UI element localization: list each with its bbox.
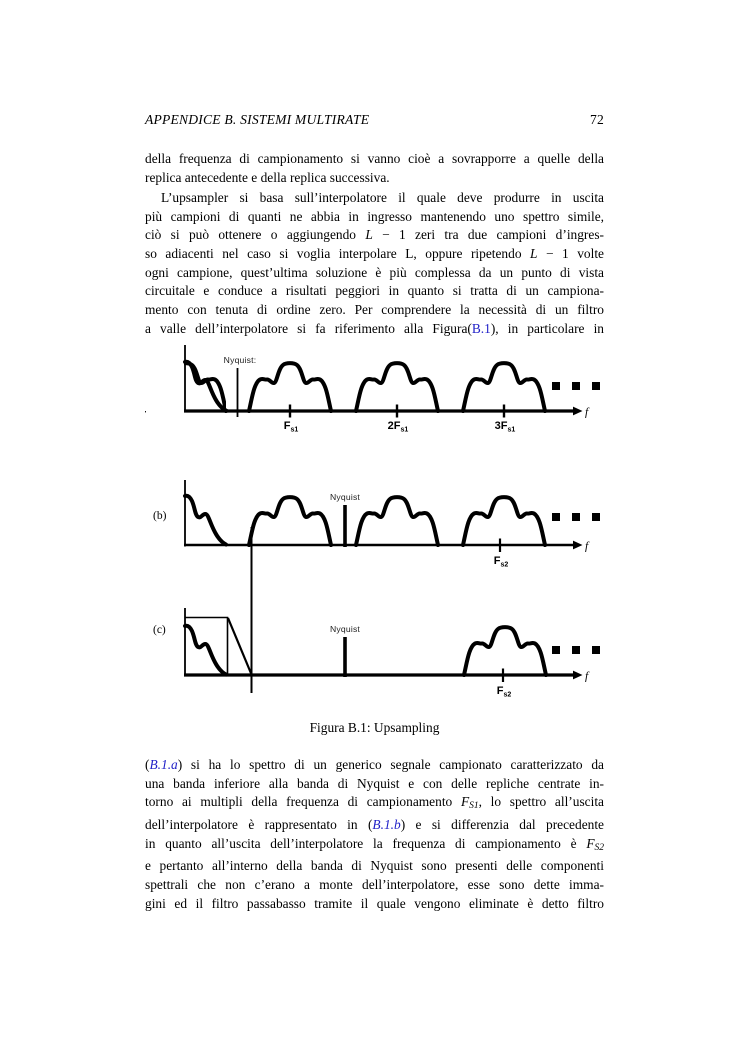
text-run: L [530,245,538,261]
text-run: F [460,794,470,810]
text-line [145,150,604,169]
text-line [145,189,604,208]
text-line [145,793,604,816]
text-run: , lo spettro all’uscita [478,794,604,810]
plot-c-nyquist-label: Nyquist [329,624,361,634]
running-header [145,112,604,128]
text-run: S1 [469,801,479,812]
text-run: della frequenza di campionamento si vanno cioè a sovrapporre a quelle della [145,151,604,166]
body-paragraph [145,756,604,913]
text-line [145,857,604,876]
text-line [145,816,604,835]
text-line [145,876,604,895]
text-line [145,245,604,264]
body-paragraph [145,150,604,187]
plot-b [153,480,600,569]
plot-b-fs2-tick-label: $F_{s2}$ [493,555,509,569]
fs1-tick-label: $F_{s1}$ [283,420,299,434]
text-run: a valle dell’interpolatore si fa riferimento alla Figura( [145,320,472,336]
text-run: ) e si differenzia dal precedente [400,816,604,832]
text-run: L [365,227,373,243]
text-run: ), in particolare in [490,320,604,336]
text-line [145,264,604,283]
spectrum-replica-3fs1 [463,363,545,411]
text-run: circuitale e conduce a risultati peggiori in quanto si tratta di un campiona- [145,283,604,299]
spectrum-replica-fs1 [249,363,331,411]
spectrum-replica-2fs1 [356,363,438,411]
plot-c-axis-label: f [585,670,589,683]
text-run: mento con tenuta di ordine zero. Per comprendere la necessità di un filtro [145,301,604,317]
text-run: una banda inferiore alla banda di Nyquist e con delle repliche centrate in- [145,775,604,791]
plot-b-baseband-curve [185,496,226,545]
figure-reference-link[interactable]: B.1.a [149,757,178,772]
text-run: − 1 zeri tra due campioni d’ingres- [372,227,605,243]
text-run: in quanto all’uscita dell’interpolatore la frequenza di campionamento è [145,835,587,851]
text-run: spettrali che non c’erano a monte dell’interpolatore, esse sono dette imma- [145,876,604,892]
text-line [145,775,604,794]
plot-b-nyquist-label: Nyquist [329,492,361,502]
plot-a-nyquist-label: Nyquist: [223,355,257,365]
text-run: più campioni di quanti ne abbia in ingresso mantenendo uno spettro simile, [145,208,604,224]
text-run: S2 [594,842,604,853]
text-run: ciò si può ottenere o aggiungendo [145,227,366,243]
text-run: torno ai multipli della frequenza di campionamento [145,794,461,810]
figure-reference-link[interactable]: B.1 [471,320,491,336]
plot-a-axis-arrow [573,407,583,416]
figure-caption: Figura B.1: Upsampling [309,720,440,735]
upsampling-diagram [145,338,615,706]
plot-a-axis-label: f [585,406,589,419]
text-run: e pertanto all’interno della banda di Nyquist sono presenti delle componenti [145,858,604,874]
text-run: so adiacenti nel caso si voglia interpolare L, oppure ripetendo [145,245,531,261]
text-run: ogni campione, quest’ultima soluzione è più complessa da un punto di vista [145,264,604,280]
text-line [145,895,604,914]
plot-c [153,608,600,699]
text-line [145,282,604,301]
text-run: L’upsampler si basa sull’interpolatore il quale deve produrre in uscita [161,190,604,205]
header-title: APPENDICE B. SISTEMI MULTIRATE [145,112,370,127]
plot-c-replica-fs2 [464,627,546,675]
text-run: F [586,835,595,851]
body-paragraph [145,189,604,338]
plot-b-replica-2 [356,497,438,545]
figure-reference-link[interactable]: B.1.b [372,816,401,832]
plot-b-label: (b) [153,510,167,522]
text-line [145,835,604,858]
text-run: ( [145,757,150,772]
text-line [145,169,604,188]
plot-a-mask [145,338,184,411]
plot-b-axis-label: f [585,540,589,553]
plot-a [145,338,600,434]
text-run: dell’interpolatore è rappresentato in ( [145,816,373,832]
plot-c-ellipsis-dots [552,646,600,654]
figure-b1 [145,338,615,706]
plot-c-axis-arrow [573,671,583,680]
plot-a-ellipsis-dots [552,382,600,390]
text-run: ) si ha lo spettro di un generico segnale campionato caratterizzato da [177,757,604,772]
text-line [145,208,604,227]
page-number: 72 [590,112,604,127]
plot-b-ellipsis-dots [552,513,600,521]
plot-c-fs2-tick-label: $F_{s2}$ [496,685,512,699]
text-line [145,320,604,339]
text-line [145,301,604,320]
lowpass-filter-transition-edge [228,618,252,675]
plot-b-replica-1 [249,497,331,545]
plot-b-replica-3 [463,497,545,545]
plot-c-label: (c) [153,624,166,636]
text-run: − 1 volte [537,245,604,261]
3fs1-tick-label: $3F_{s1}$ [494,420,516,434]
2fs1-tick-label: $2F_{s1}$ [387,420,409,434]
plot-b-axis-arrow [573,541,583,550]
text-line [145,226,604,245]
text-line [145,756,604,775]
text-run: gini ed il filtro passabasso tramite il quale vengono eliminate è detto filtro [145,895,604,911]
text-run: replica antecedente e della replica successiva. [145,169,390,185]
plot-c-baseband-curve [185,626,226,675]
